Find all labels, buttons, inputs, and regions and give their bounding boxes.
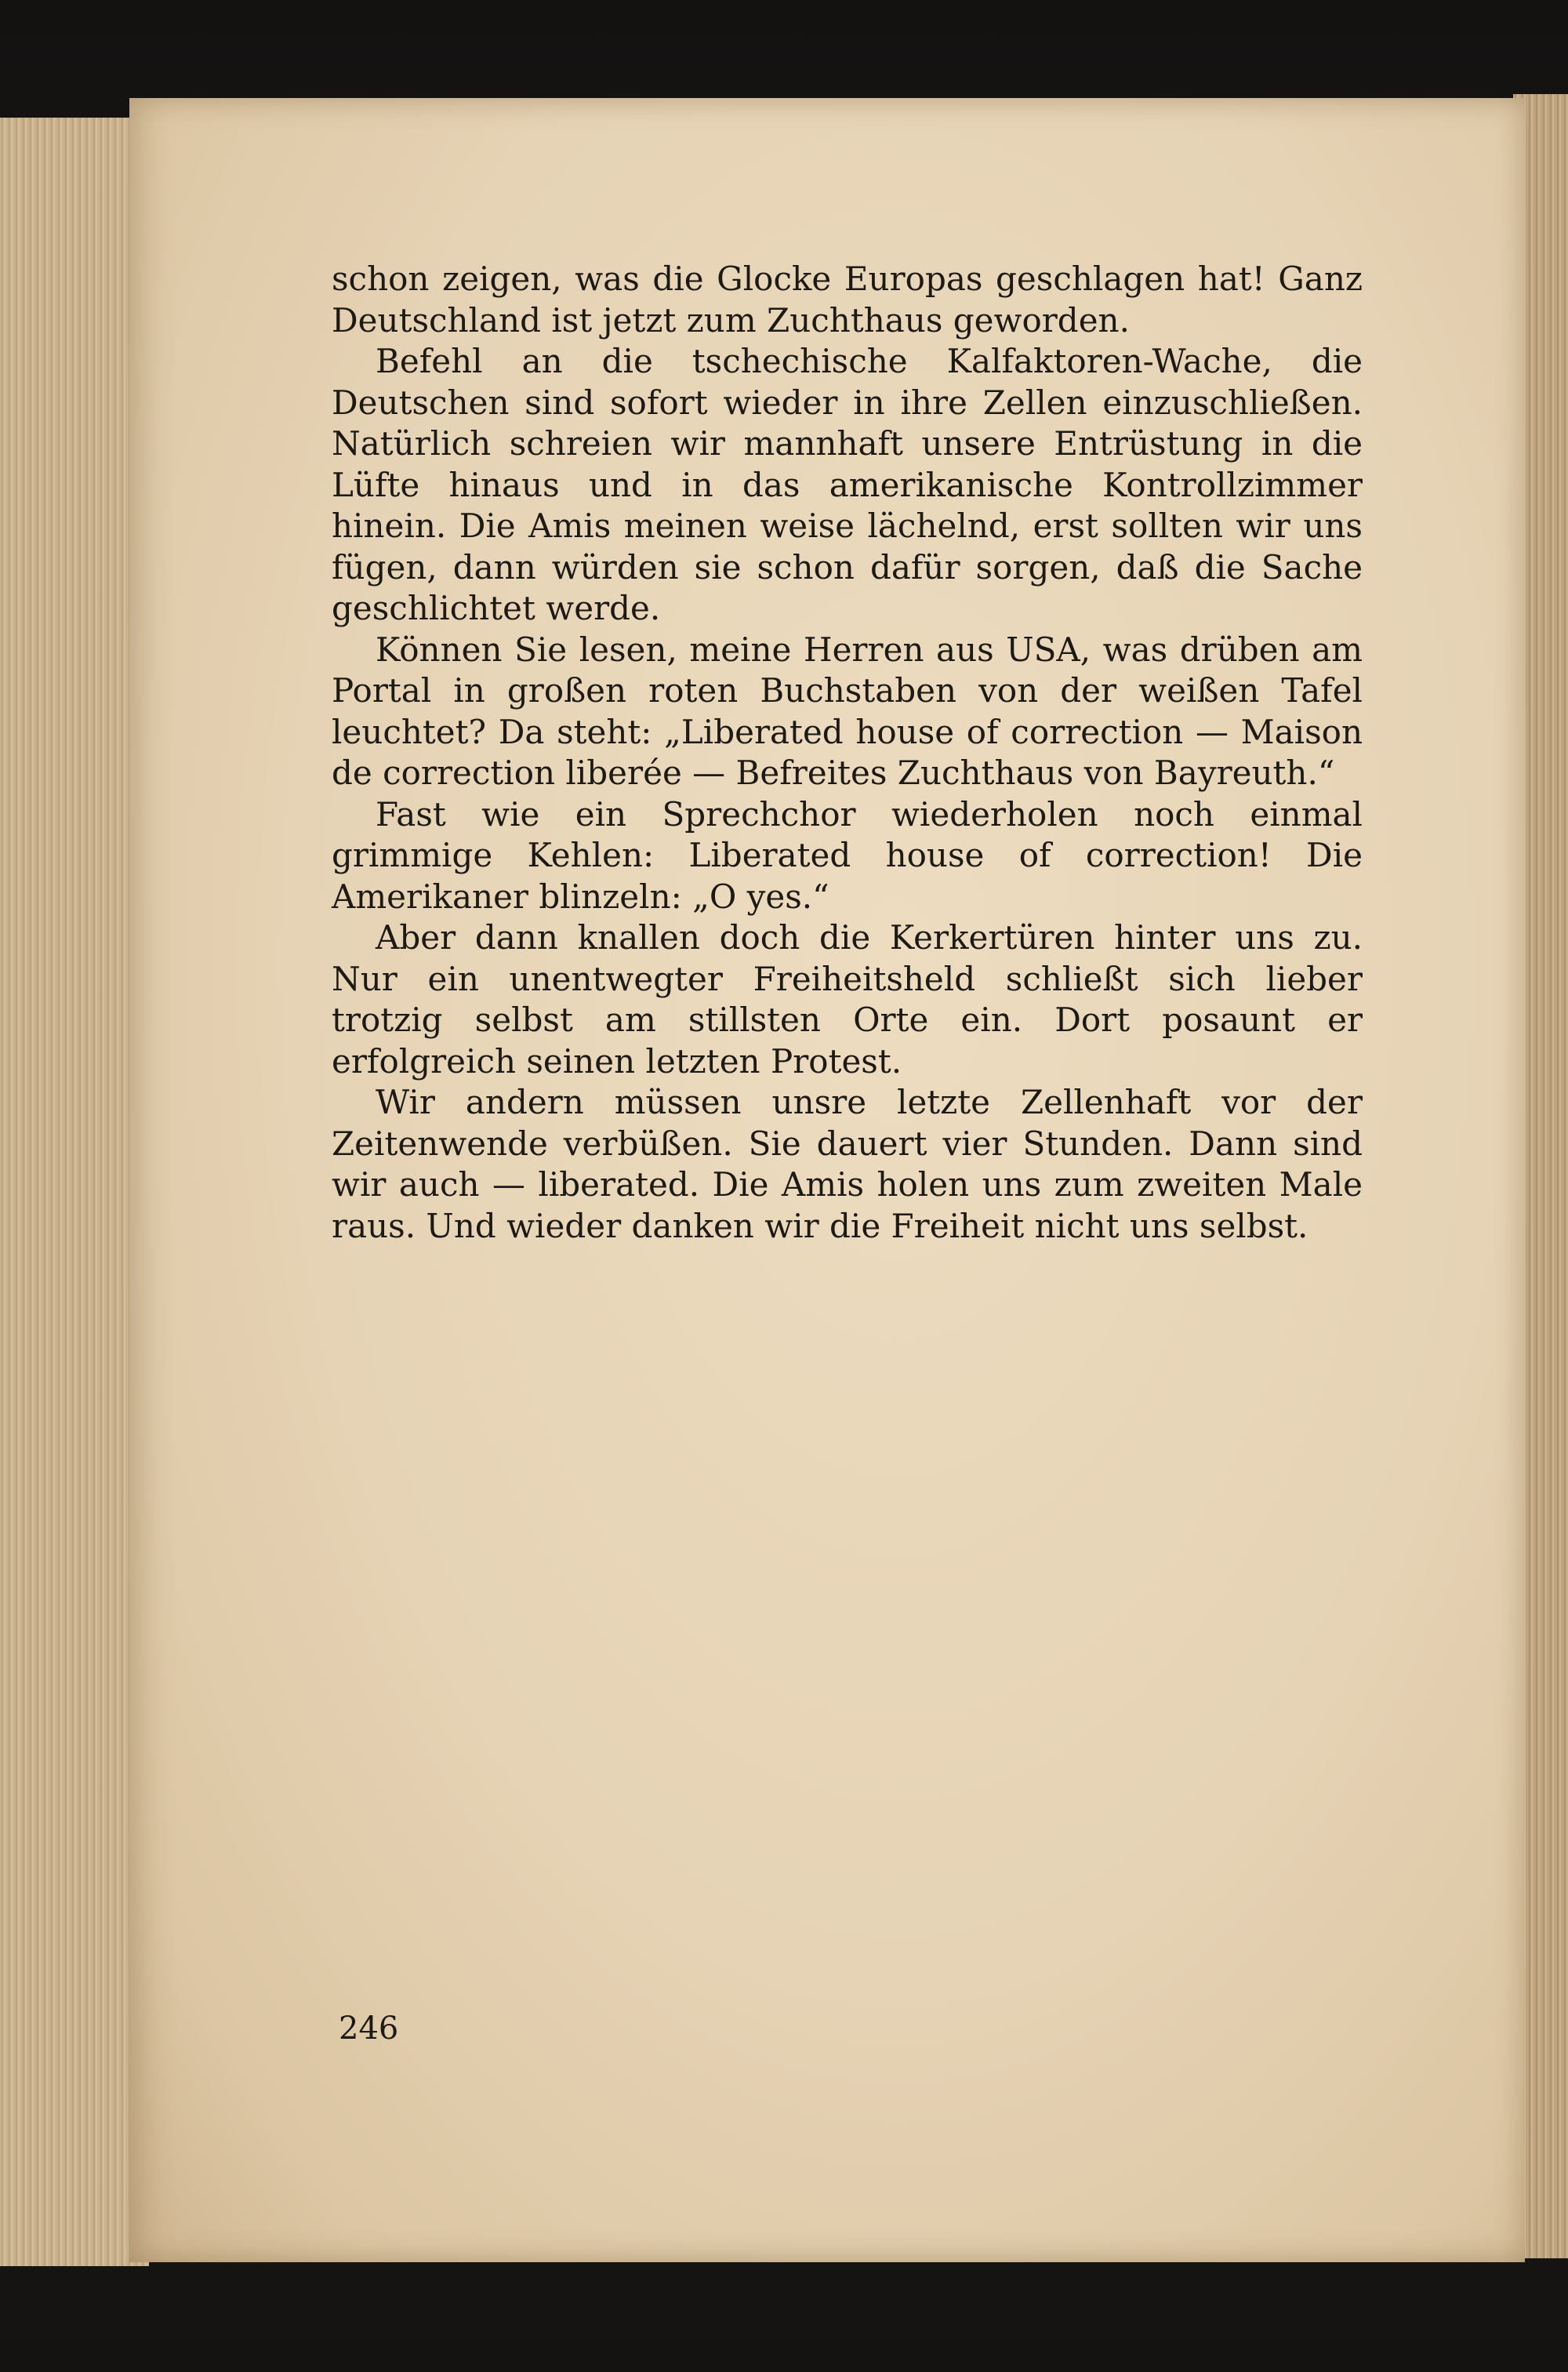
paragraph-3: Können Sie lesen, meine Herren aus USA, was drüben am Portal in großen roten Buchstaben von der weißen Tafel leuchtet? Da steht: „Liberated house of correction — Maison de correction liberée — Befreites Zuchthaus von Bayreuth.“ — [332, 630, 1363, 792]
paragraph-4: Fast wie ein Sprechchor wiederholen noch einmal grimmige Kehlen: Liberated house of correction! Die Amerikaner blinzeln: „O yes.“ — [332, 794, 1363, 916]
paragraph-5: Aber dann knallen doch die Kerkertüren hinter uns zu. Nur ein unentwegter Freiheitsheld schließt sich lieber trotzig selbst am stillsten Orte ein. Dort posaunt er erfolgreich seinen letzten Protest. — [332, 918, 1363, 1081]
paragraph-1: schon zeigen, was die Glocke Europas geschlagen hat! Ganz Deutschland ist jetzt zum Zuchthaus geworden. — [332, 260, 1363, 340]
page-number: 246 — [339, 2011, 399, 2047]
left-page-edges — [0, 118, 149, 2266]
paragraph-2: Befehl an die tschechische Kalfaktoren-Wache, die Deutschen sind sofort wieder in ihre Zellen einzuschließen. Natürlich schreien wir mannhaft unsere Entrüstung in die Lüfte hinaus und in das amerikanische Kontrollzimmer hinein. Die Amis meinen weise lächelnd, erst sollten wir uns fügen, dann würden sie schon dafür sorgen, daß die Sache geschlichtet werde. — [332, 342, 1363, 627]
body-text — [332, 259, 1363, 1247]
paragraph-6: Wir andern müssen unsre letzte Zellenhaft vor der Zeitenwende verbüßen. Sie dauert vier Stunden. Dann sind wir auch — liberated. Die Amis holen uns zum zweiten Male raus. Und wieder danken wir die Freiheit nicht uns selbst. — [332, 1083, 1363, 1245]
